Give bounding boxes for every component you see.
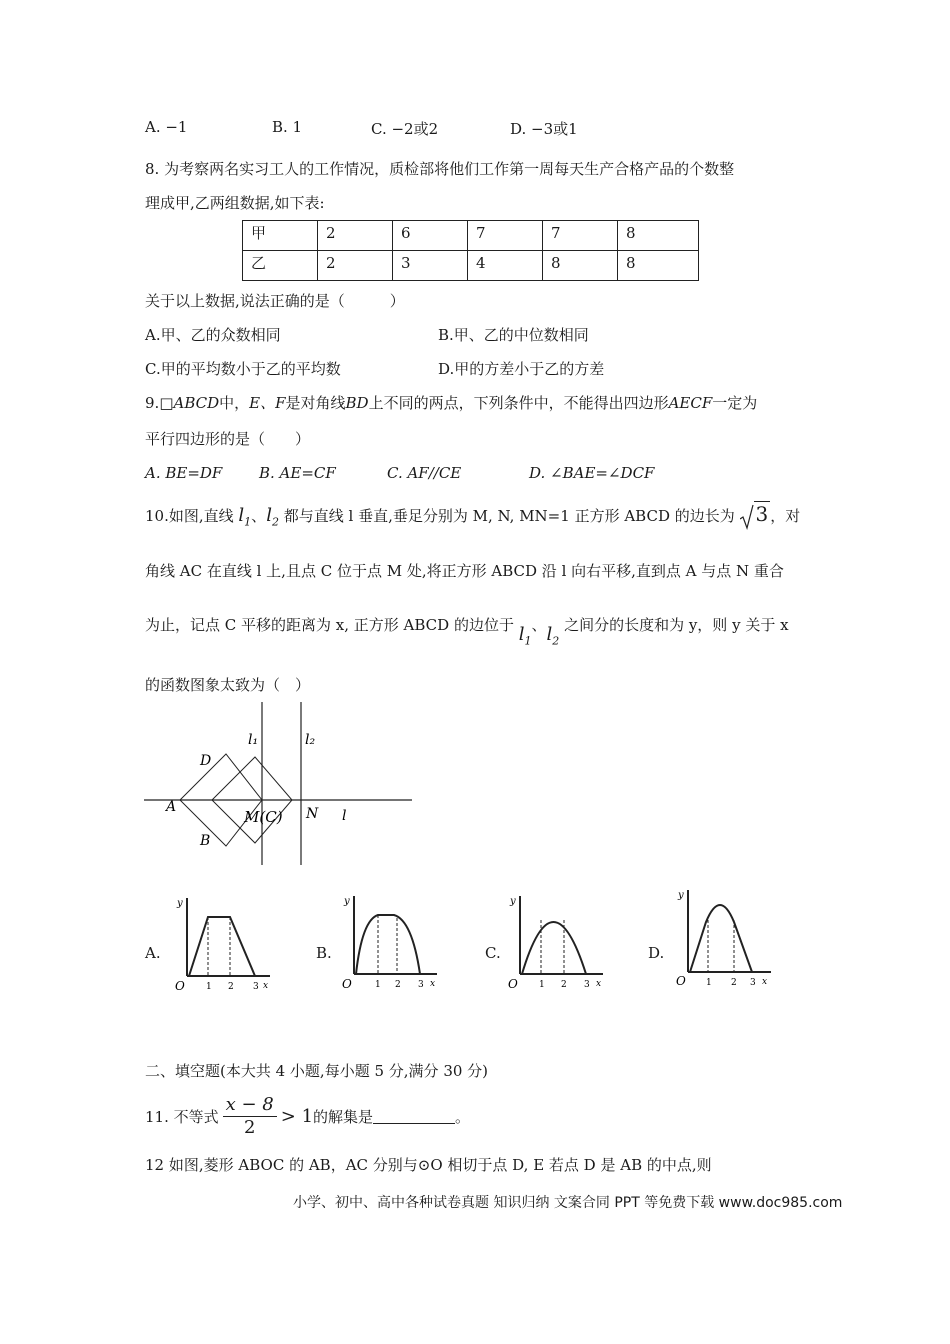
line-l1-label: $l_1$ xyxy=(518,624,532,648)
q9-line2: 平行四边形的是（ ） xyxy=(145,430,311,448)
q8-data-table xyxy=(242,220,699,281)
q10-text: 10.如图,直线 xyxy=(145,507,234,525)
separator: 、 xyxy=(251,507,267,525)
q7-option-b: B. 1 xyxy=(272,118,303,136)
q10-line4: 的函数图象太致为（ ） xyxy=(145,676,311,694)
table-cell: 2 xyxy=(318,251,393,281)
point-b-label: B xyxy=(200,833,211,849)
tick-label: 1 xyxy=(539,980,545,990)
graph-option-b xyxy=(342,890,442,990)
line-l1-figure-label: l₁ xyxy=(248,732,259,748)
fraction xyxy=(223,1094,277,1139)
q9-diagonal: BD xyxy=(345,394,369,412)
answer-blank[interactable] xyxy=(373,1109,455,1124)
q11-text: 的解集是 xyxy=(313,1107,374,1126)
q10-line1 xyxy=(145,502,800,529)
table-cell: 乙 xyxy=(243,251,318,281)
graph-option-a xyxy=(175,892,275,992)
q11-text: 。 xyxy=(455,1107,471,1126)
graph-option-a-label: A. xyxy=(145,944,161,962)
tick-label: 2 xyxy=(228,982,234,992)
table-cell: 8 xyxy=(618,221,699,251)
q10-line3 xyxy=(145,614,789,648)
point-d-label: D xyxy=(200,753,212,769)
q8-question: 关于以上数据,说法正确的是（ ） xyxy=(145,292,405,310)
table-cell: 7 xyxy=(543,221,618,251)
page-footer: 小学、初中、高中各种试卷真题 知识归纳 文案合同 PPT 等免费下载 www.doc985.com xyxy=(293,1195,843,1211)
line-l-label: l xyxy=(342,808,347,824)
tick-label: 3 xyxy=(253,982,259,992)
q9-text: 是对角线 xyxy=(285,394,346,412)
table-cell: 6 xyxy=(393,221,468,251)
q9-points: E、F xyxy=(249,394,286,412)
q9-option-a: A. BE=DF xyxy=(145,464,223,482)
graph-option-b-label: B. xyxy=(316,944,332,962)
axis-x-label: x xyxy=(263,981,269,991)
q10-text: 之间分的长度和为 y，则 y 关于 x xyxy=(564,616,789,634)
axis-y-label: y xyxy=(510,896,516,907)
table-row xyxy=(243,221,699,251)
graph-option-c xyxy=(508,890,608,990)
q8-option-a: A.甲、乙的众数相同 xyxy=(145,326,281,344)
axis-y-label: y xyxy=(177,898,183,909)
fraction-numerator: x − 8 xyxy=(223,1094,277,1117)
sqrt-three: 3 xyxy=(740,502,771,526)
q7-option-a: A. −1 xyxy=(145,118,188,136)
q10-line2: 角线 AC 在直线 l 上,且点 C 位于点 M 处,将正方形 ABCD 沿 l 向右平移,直到点 A 与点 N 重合 xyxy=(145,562,784,580)
tick-label: 1 xyxy=(706,978,712,986)
q7-option-c: C. −2或2 xyxy=(371,120,439,138)
q10-text: 都与直线 l 垂直,垂足分别为 M, N, MN=1 正方形 ABCD 的边长为 xyxy=(283,507,735,525)
q10-text: ，对 xyxy=(770,507,801,525)
graph-option-d xyxy=(676,886,776,986)
origin-label: O xyxy=(342,977,352,990)
q11-line xyxy=(145,1090,470,1142)
origin-label: O xyxy=(508,977,518,990)
table-row xyxy=(243,251,699,281)
line-l1-label: $l_1$ xyxy=(238,505,252,529)
q9-parallelogram: □ABCD xyxy=(159,394,220,412)
q10-text: 为止，记点 C 平移的距离为 x, 正方形 ABCD 的边位于 xyxy=(145,616,514,634)
point-mc-label: M(C) xyxy=(244,808,283,826)
point-n-label: N xyxy=(306,806,319,822)
line-l2-figure-label: l₂ xyxy=(305,732,316,748)
graph-option-d-label: D. xyxy=(648,944,665,962)
tick-label: 1 xyxy=(375,980,381,990)
table-cell: 3 xyxy=(393,251,468,281)
axis-y-label: y xyxy=(344,896,350,907)
separator: 、 xyxy=(531,616,547,634)
translation-figure xyxy=(140,700,420,870)
tick-label: 2 xyxy=(561,980,567,990)
fraction-denominator: 2 xyxy=(243,1116,256,1138)
tick-label: 3 xyxy=(584,980,590,990)
tick-label: 3 xyxy=(750,978,756,986)
tick-label: 3 xyxy=(418,980,424,990)
axis-x-label: x xyxy=(430,979,436,989)
q8-option-c: C.甲的平均数小于乙的平均数 xyxy=(145,360,341,378)
q7-option-d: D. −3或1 xyxy=(510,120,578,138)
section2-heading: 二、填空题(本大共 4 小题,每小题 5 分,满分 30 分) xyxy=(145,1062,489,1080)
q9-text: 上不同的两点，下列条件中，不能得出四边形 xyxy=(368,394,669,412)
tick-label: 2 xyxy=(395,980,401,990)
table-cell: 甲 xyxy=(243,221,318,251)
inequality: > 1 xyxy=(280,1105,314,1127)
graph-option-c-label: C. xyxy=(485,944,501,962)
q9-text: 中， xyxy=(219,394,250,412)
q8-option-d: D.甲的方差小于乙的方差 xyxy=(438,360,605,378)
table-cell: 4 xyxy=(468,251,543,281)
q11-text: 11. 不等式 xyxy=(145,1107,219,1126)
q9-line1 xyxy=(145,392,757,413)
table-cell: 7 xyxy=(468,221,543,251)
q9-option-c: C. AF//CE xyxy=(387,464,462,482)
table-cell: 2 xyxy=(318,221,393,251)
q8-line2: 理成甲,乙两组数据,如下表: xyxy=(145,194,325,212)
line-l2-label: $l_2$ xyxy=(266,505,279,529)
q8-option-b: B.甲、乙的中位数相同 xyxy=(438,326,589,344)
q9-number: 9. xyxy=(145,394,160,412)
origin-label: O xyxy=(175,979,185,992)
q8-line1: 8. 为考察两名实习工人的工作情况，质检部将他们工作第一周每天生产合格产品的个数整 xyxy=(145,160,735,178)
q12-line: 12 如图,菱形 ABOC 的 AB，AC 分别与⊙O 相切于点 D, E 若点 D 是 AB 的中点,则 xyxy=(145,1156,712,1174)
q9-quadrilateral: AECF xyxy=(668,394,713,412)
tick-label: 1 xyxy=(206,982,212,992)
q9-text: 一定为 xyxy=(712,394,758,412)
axis-y-label: y xyxy=(678,890,684,901)
table-cell: 8 xyxy=(543,251,618,281)
table-cell: 8 xyxy=(618,251,699,281)
axis-x-label: x xyxy=(596,979,602,989)
tick-label: 2 xyxy=(731,978,737,986)
origin-label: O xyxy=(676,974,686,986)
line-l2-label: $l_2$ xyxy=(546,624,560,648)
point-a-label: A xyxy=(166,799,177,815)
q9-option-d: D. ∠BAE=∠DCF xyxy=(529,464,655,482)
axis-x-label: x xyxy=(762,977,768,986)
q9-option-b: B. AE=CF xyxy=(259,464,336,482)
